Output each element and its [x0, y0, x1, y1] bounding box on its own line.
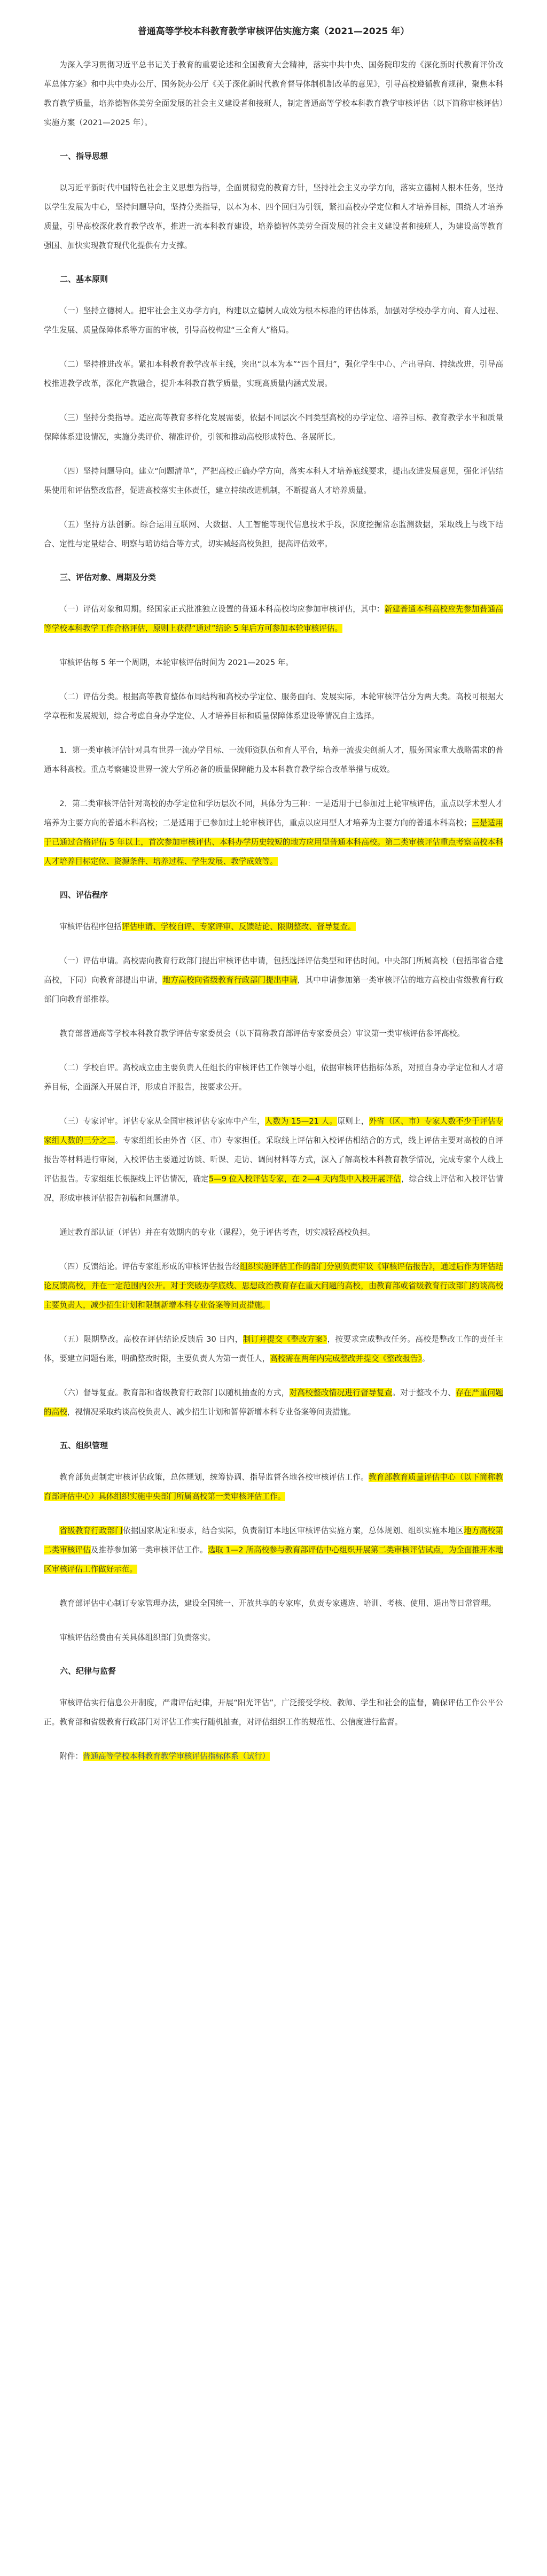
highlighted-text: 评估申请、学校自评、专家评审、反馈结论、限期整改、督导复查。 — [121, 922, 356, 931]
highlighted-text: 制订并提交《整改方案》 — [243, 1335, 327, 1344]
paragraph-text: （三）专家评审。评估专家从全国审核评估专家库中产生， — [59, 1117, 265, 1126]
body-paragraph — [44, 355, 503, 393]
paragraph-text: 教育部普通高等学校本科教育教学评估专家委员会（以下简称教育部评估专家委员会）审议第一类审核评估参评高校。 — [59, 1029, 465, 1038]
paragraph-text: 依据国家规定和要求，结合实际，负责制订本地区审核评估实施方案，总体规划、组织实施本地区 — [122, 1526, 464, 1535]
paragraph-text: 教育部负责制定审核评估政策，总体规划，统筹协调、指导监督各地各校审核评估工作。 — [59, 1473, 369, 1482]
attachment-link[interactable]: 普通高等学校本科教育教学审核评估指标体系（试行） — [82, 1752, 270, 1761]
highlighted-text: 减少招生计划和限制新增本科专业备案等问责措施。 — [90, 1301, 270, 1310]
body-paragraph — [44, 1383, 503, 1422]
paragraph-text: 教育部评估中心制订专家管理办法，建设全国统一、开放共享的专家库，负责专家遴选、培训、考核、使用、退出等日常管理。 — [59, 1599, 496, 1608]
paragraph-text: （二）坚持推进改革。紧扣本科教育教学改革主线，突出“以本为本”“四个回归”，强化学生中心、产出导向、持续改进，引导高校推进教学改革，深化产教融合，提升本科教育教学质量，实现高质量内涵式发展。 — [44, 360, 503, 388]
body-paragraph — [44, 1693, 503, 1732]
body-paragraph — [44, 1330, 503, 1368]
paragraph-text: ，视情况采取约谈高校负责人、减少招生计划和暂停新增本科专业备案等问责措施。 — [67, 1407, 356, 1417]
paragraph-text: （五）限期整改。高校在评估结论反馈后 30 日内， — [59, 1335, 243, 1344]
paragraph-text: （一）坚持立德树人。把牢社会主义办学方向，构建以立德树人成效为根本标准的评估体系，加强对学校办学方向、育人过程、学生发展、质量保障体系等方面的审核，引导高校构建“三全育人”格局。 — [44, 306, 503, 335]
paragraph-text: 审核评估经费由有关具体组织部门负责落实。 — [59, 1633, 216, 1642]
paragraph-text: 以习近平新时代中国特色社会主义思想为指导，全面贯彻党的教育方针，坚持社会主义办学方向，落实立德树人根本任务，坚持以学生发展为中心，坚持问题导向，坚持分类指导，以本为本、四个回归为引领，紧扣高校办学定位和人才培养目标，围绕人才培养质量，引导高校深化教育教学改革，推进一流本科教育建设，培养德智体美劳全面发展的社会主义建设者和接班人，为建设高等教育强国、加快实现教育现代化提供有力支撑。 — [44, 183, 503, 250]
paragraph-text: （一）评估对象和周期。经国家正式批准独立设置的普通本科高校均应参加审核评估，其中： — [59, 605, 385, 614]
body-paragraph — [44, 1024, 503, 1043]
highlighted-text: 地方高校向省级教育行政部门提出申请 — [162, 976, 298, 985]
document-title: 普通高等学校本科教育教学审核评估实施方案（2021—2025 年） — [137, 26, 410, 37]
paragraph-text: （一）评估申请。高校需向教育行政部门提出审核评估申请，包括选择评估类型和评估时间。中央部门所属高校（包括部省合建高校，下同）向教育部提出申请， — [44, 956, 503, 985]
highlighted-text: 对高校整改情况进行督导复查 — [289, 1388, 393, 1397]
paragraph-text: 审核评估程序包括 — [59, 922, 122, 931]
paragraph-text: ，按要求完成整改任务。高校是整改工作的责任主体，要建立问题台账，明确整改时限，主要负责人为第一责任人， — [44, 1335, 503, 1363]
section-heading: 三、评估对象、周期及分类 — [60, 573, 157, 582]
highlighted-text: 高校需在两年内完成整改并提交《整改报告》 — [270, 1354, 422, 1363]
attachment-line — [44, 1747, 503, 1766]
paragraph-text: （五）坚持方法创新。综合运用互联网、大数据、人工智能等现代信息技术手段，深度挖掘常态监测数据，采取线上与线下结合、定性与定量结合、明察与暗访结合等方式，切实减轻高校负担，提高评估效率。 — [44, 520, 503, 548]
paragraph-text: 及推荐参加第一类审核评估工作。 — [90, 1545, 208, 1554]
section-heading: 二、基本原则 — [60, 274, 108, 284]
paragraph-text: 。对于整改不力、 — [392, 1388, 456, 1397]
paragraph-text: （六）督导复查。教育部和省级教育行政部门以随机抽查的方式， — [59, 1388, 290, 1397]
body-paragraph — [44, 794, 503, 871]
highlighted-text: 人数为 15—21 人。 — [264, 1117, 338, 1126]
paragraph-text: 原则上， — [337, 1117, 369, 1126]
paragraph-text: ，其中申请参加第一类审核评估的地方高校由省级教育行政部门向教育部推荐。 — [44, 976, 503, 1004]
body-paragraph — [44, 1112, 503, 1208]
body-paragraph — [44, 515, 503, 554]
body-paragraph — [44, 600, 503, 638]
paragraph-text: 。 — [421, 1354, 430, 1363]
body-paragraph — [44, 1468, 503, 1506]
paragraph-text: 通过教育部认证（评估）并在有效期内的专业（课程），免于评估考查，切实减轻高校负担。 — [59, 1228, 376, 1237]
section-heading: 四、评估程序 — [60, 890, 108, 900]
section-heading: 五、组织管理 — [60, 1441, 108, 1450]
body-paragraph — [44, 301, 503, 340]
paragraph-text: （二）评估分类。根据高等教育整体布局结构和高校办学定位、服务面向、发展实际，本轮审核评估分为两大类。高校可根据大学章程和发展规划，综合考虑自身办学定位、人才培养目标和质量保障体系建设等情况自主选择。 — [44, 692, 503, 721]
paragraph-text: 2．第二类审核评估针对高校的办学定位和学历层次不同，具体分为三种：一是适用于已参加过上轮审核评估，重点以学术型人才培养为主要方向的普通本科高校；二是适用于已参加过上轮审核评估，重点以应用型人才培养为主要方向的普通本科高校； — [44, 799, 503, 827]
highlighted-text: 地方高校第二类审核评估 — [44, 1526, 503, 1554]
section-heading: 六、纪律与监督 — [60, 1666, 116, 1676]
body-paragraph — [44, 1521, 503, 1579]
document-body — [44, 56, 503, 1732]
highlighted-text: 组织实施评估工作的部门分别负责审议《审核评估报告》 — [240, 1262, 433, 1271]
body-paragraph — [44, 462, 503, 500]
body-paragraph — [44, 952, 503, 1009]
paragraph-text: 审核评估每 5 年一个周期，本轮审核评估时间为 2021—2025 年。 — [59, 658, 293, 667]
highlighted-text: 新建普通本科高校应先参加普通高等学校本科教学工作合格评估，原则上获得“通过”结论 5 年后方可参加本轮审核评估。 — [44, 605, 503, 633]
highlighted-text: 选取 1—2 所高校参与教育部评估中心组织开展第二类审核评估试点，为全面推开本地区审核评估工作做好示范。 — [44, 1545, 503, 1574]
highlighted-text: 三是适用于已通过合格评估 5 年以上，首次参加审核评估、本科办学历史较短的地方应用型普通本科高校。第二类审核评估重点考察高校本科人才培养目标定位、资源条件、培养过程、学生发展、教学成效等。 — [44, 818, 503, 866]
body-paragraph — [44, 687, 503, 726]
paragraph-text: （二）学校自评。高校成立由主要负责人任组长的审核评估工作领导小组，依据审核评估指标体系，对照自身办学定位和人才培养目标，全面深入开展自评，形成自评报告，按要求公开。 — [44, 1063, 503, 1092]
paragraph-text: 。专家组组长由外省（区、市）专家担任。采取线上评估和入校评估相结合的方式，线上评估主要对高校的自评报告等材料进行审阅，入校评估主要通过访谈、听课、走访、调阅材料等方式，深入了解高校本科教育教学情况，完成专家个人线上评估报告。专家组组长根据线上评估情况，确定 — [44, 1136, 503, 1183]
attachment-prefix: 附件： — [59, 1752, 83, 1761]
body-paragraph — [44, 1628, 503, 1647]
body-paragraph — [44, 1223, 503, 1242]
body-paragraph — [44, 1058, 503, 1097]
paragraph-text: （三）坚持分类指导。适应高等教育多样化发展需要，依据不同层次不同类型高校的办学定位、培养目标、教育教学水平和质量保障体系建设情况，实施分类评价、精准评价，引领和推动高校形成特色、各展所长。 — [44, 413, 503, 442]
paragraph-text: 1．第一类审核评估针对具有世界一流办学目标、一流师资队伍和育人平台，培养一流拔尖创新人才，服务国家重大战略需求的普通本科高校。重点考察建设世界一流大学所必备的质量保障能力及本科教育教学综合改革举措与成效。 — [44, 746, 503, 774]
highlighted-text: 5—9 位入校评估专家，在 2—4 天内集中入校开展评估 — [208, 1174, 401, 1183]
highlighted-text: ，通过后作为评估结论反馈高校，并在一定范围内公开。对于突破办学底线、思想政治教育存在重大问题的高校，由教育部或省级教育行政部门约谈高校主要负责人， — [44, 1262, 504, 1310]
body-paragraph — [44, 56, 503, 133]
body-paragraph — [44, 1257, 503, 1315]
paragraph-text: ，综合线上评估和入校评估情况，形成审核评估报告初稿和问题清单。 — [44, 1174, 503, 1203]
body-paragraph — [44, 917, 503, 937]
paragraph-text: （四）坚持问题导向。建立“问题清单”，严把高校正确办学方向，落实本科人才培养底线要求，提出改进发展意见，强化评估结果使用和评估整改监督，促进高校落实主体责任，建立持续改进机制，不断提高人才培养质量。 — [44, 467, 503, 495]
body-paragraph — [44, 179, 503, 256]
body-paragraph — [44, 653, 503, 672]
body-paragraph — [44, 408, 503, 447]
paragraph-text: 为深入学习贯彻习近平总书记关于教育的重要论述和全国教育大会精神，落实中共中央、国务院印发的《深化新时代教育评价改革总体方案》和中共中央办公厅、国务院办公厅《关于深化新时代教育督导体制机制改革的意见》，引导高校遵循教育规律，聚焦本科教育教学质量，培养德智体美劳全面发展的社会主义建设者和接班人，制定普通高等学校本科教育教学审核评估（以下简称审核评估）实施方案（2021—2025 年）。 — [44, 60, 503, 127]
highlighted-text: 教育部教育质量评估中心（以下简称教育部评估中心）具体组织实施中央部门所属高校第一类审核评估工作。 — [44, 1473, 503, 1501]
highlighted-text: 外省（区、市）专家人数不少于评估专家组人数的三分之二 — [44, 1117, 503, 1145]
paragraph-text: （四）反馈结论。评估专家组形成的审核评估报告经 — [59, 1262, 240, 1271]
highlighted-text: 存在严重问题的高校 — [44, 1388, 503, 1417]
body-paragraph — [44, 1594, 503, 1613]
body-paragraph — [44, 741, 503, 779]
highlighted-text: 省级教育行政部门 — [59, 1526, 123, 1535]
section-heading: 一、指导思想 — [60, 151, 108, 161]
paragraph-text: 审核评估实行信息公开制度，严肃评估纪律，开展“阳光评估”，广泛接受学校、教师、学生和社会的监督，确保评估工作公平公正。教育部和省级教育行政部门对评估工作实行随机抽查，对评估组织工作的规范性、公信度进行监督。 — [44, 1698, 503, 1727]
